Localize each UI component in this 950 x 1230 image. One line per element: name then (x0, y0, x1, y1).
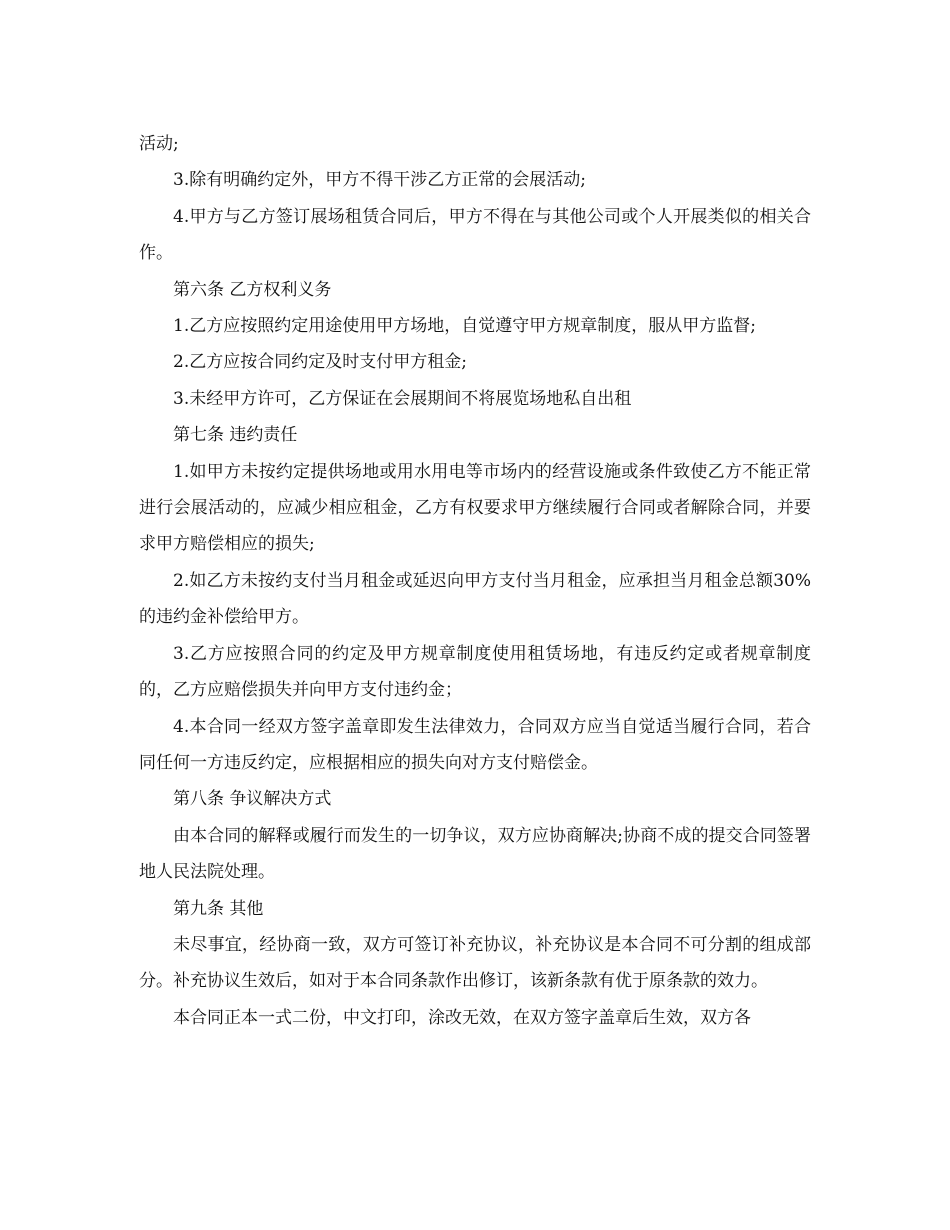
paragraph-continuation: 活动; (139, 134, 179, 154)
section-heading-article-7: 第七条 违约责任 (173, 425, 298, 446)
section-heading-article-6: 第六条 乙方权利义务 (173, 279, 332, 300)
section-heading-article-9: 第九条 其他 (173, 898, 264, 919)
paragraph-clause-7-4: 4.本合同一经双方签字盖章即发生法律效力，合同双方应当自觉适当履行合同，若合同任何一方违反约定，应根据相应的损失向对方支付赔偿金。 (139, 716, 811, 773)
paragraph-clause-5-4: 4.甲方与乙方签订展场租赁合同后，甲方不得在与其他公司或个人开展类似的相关合作。 (139, 206, 811, 264)
paragraph-clause-7-1: 1.如甲方未按约定提供场地或用水用电等市场内的经营设施或条件致使乙方不能正常进行会展活动的，应减少相应租金，乙方有权要求甲方继续履行合同或者解除合同，并要求甲方赔偿相应的损失; (139, 461, 811, 555)
paragraph-clause-7-3: 3.乙方应按照合同的约定及甲方规章制度使用租赁场地，有违反约定或者规章制度的，乙方应赔偿损失并向甲方支付违约金； (139, 643, 811, 701)
paragraph-article-8: 由本合同的解释或履行而发生的一切争议，双方应协商解决;协商不成的提交合同签署地人民法院处理。 (139, 825, 811, 883)
section-heading-article-8: 第八条 争议解决方式 (173, 789, 332, 810)
paragraph-clause-6-2: 2.乙方应按合同约定及时支付甲方租金; (173, 352, 467, 373)
paragraph-article-9-1: 未尽事宜，经协商一致，双方可签订补充协议，补充协议是本合同不可分割的组成部分。补充协议生效后，如对于本合同条款作出修订，该新条款有优于原条款的效力。 (139, 934, 811, 992)
document-body (139, 126, 811, 1036)
paragraph-article-9-2: 本合同正本一式二份，中文打印，涂改无效，在双方签字盖章后生效，双方各 (173, 1007, 751, 1028)
paragraph-clause-5-3: 3.除有明确约定外，甲方不得干涉乙方正常的会展活动; (173, 170, 586, 191)
paragraph-clause-7-2: 2.如乙方未按约支付当月租金或延迟向甲方支付当月租金，应承担当月租金总额30%的违约金补偿给甲方。 (139, 570, 811, 628)
paragraph-clause-6-1: 1.乙方应按照约定用途使用甲方场地，自觉遵守甲方规章制度，服从甲方监督; (173, 316, 756, 337)
paragraph-clause-6-3: 3.未经甲方许可，乙方保证在会展期间不将展览场地私自出租 (173, 388, 632, 409)
